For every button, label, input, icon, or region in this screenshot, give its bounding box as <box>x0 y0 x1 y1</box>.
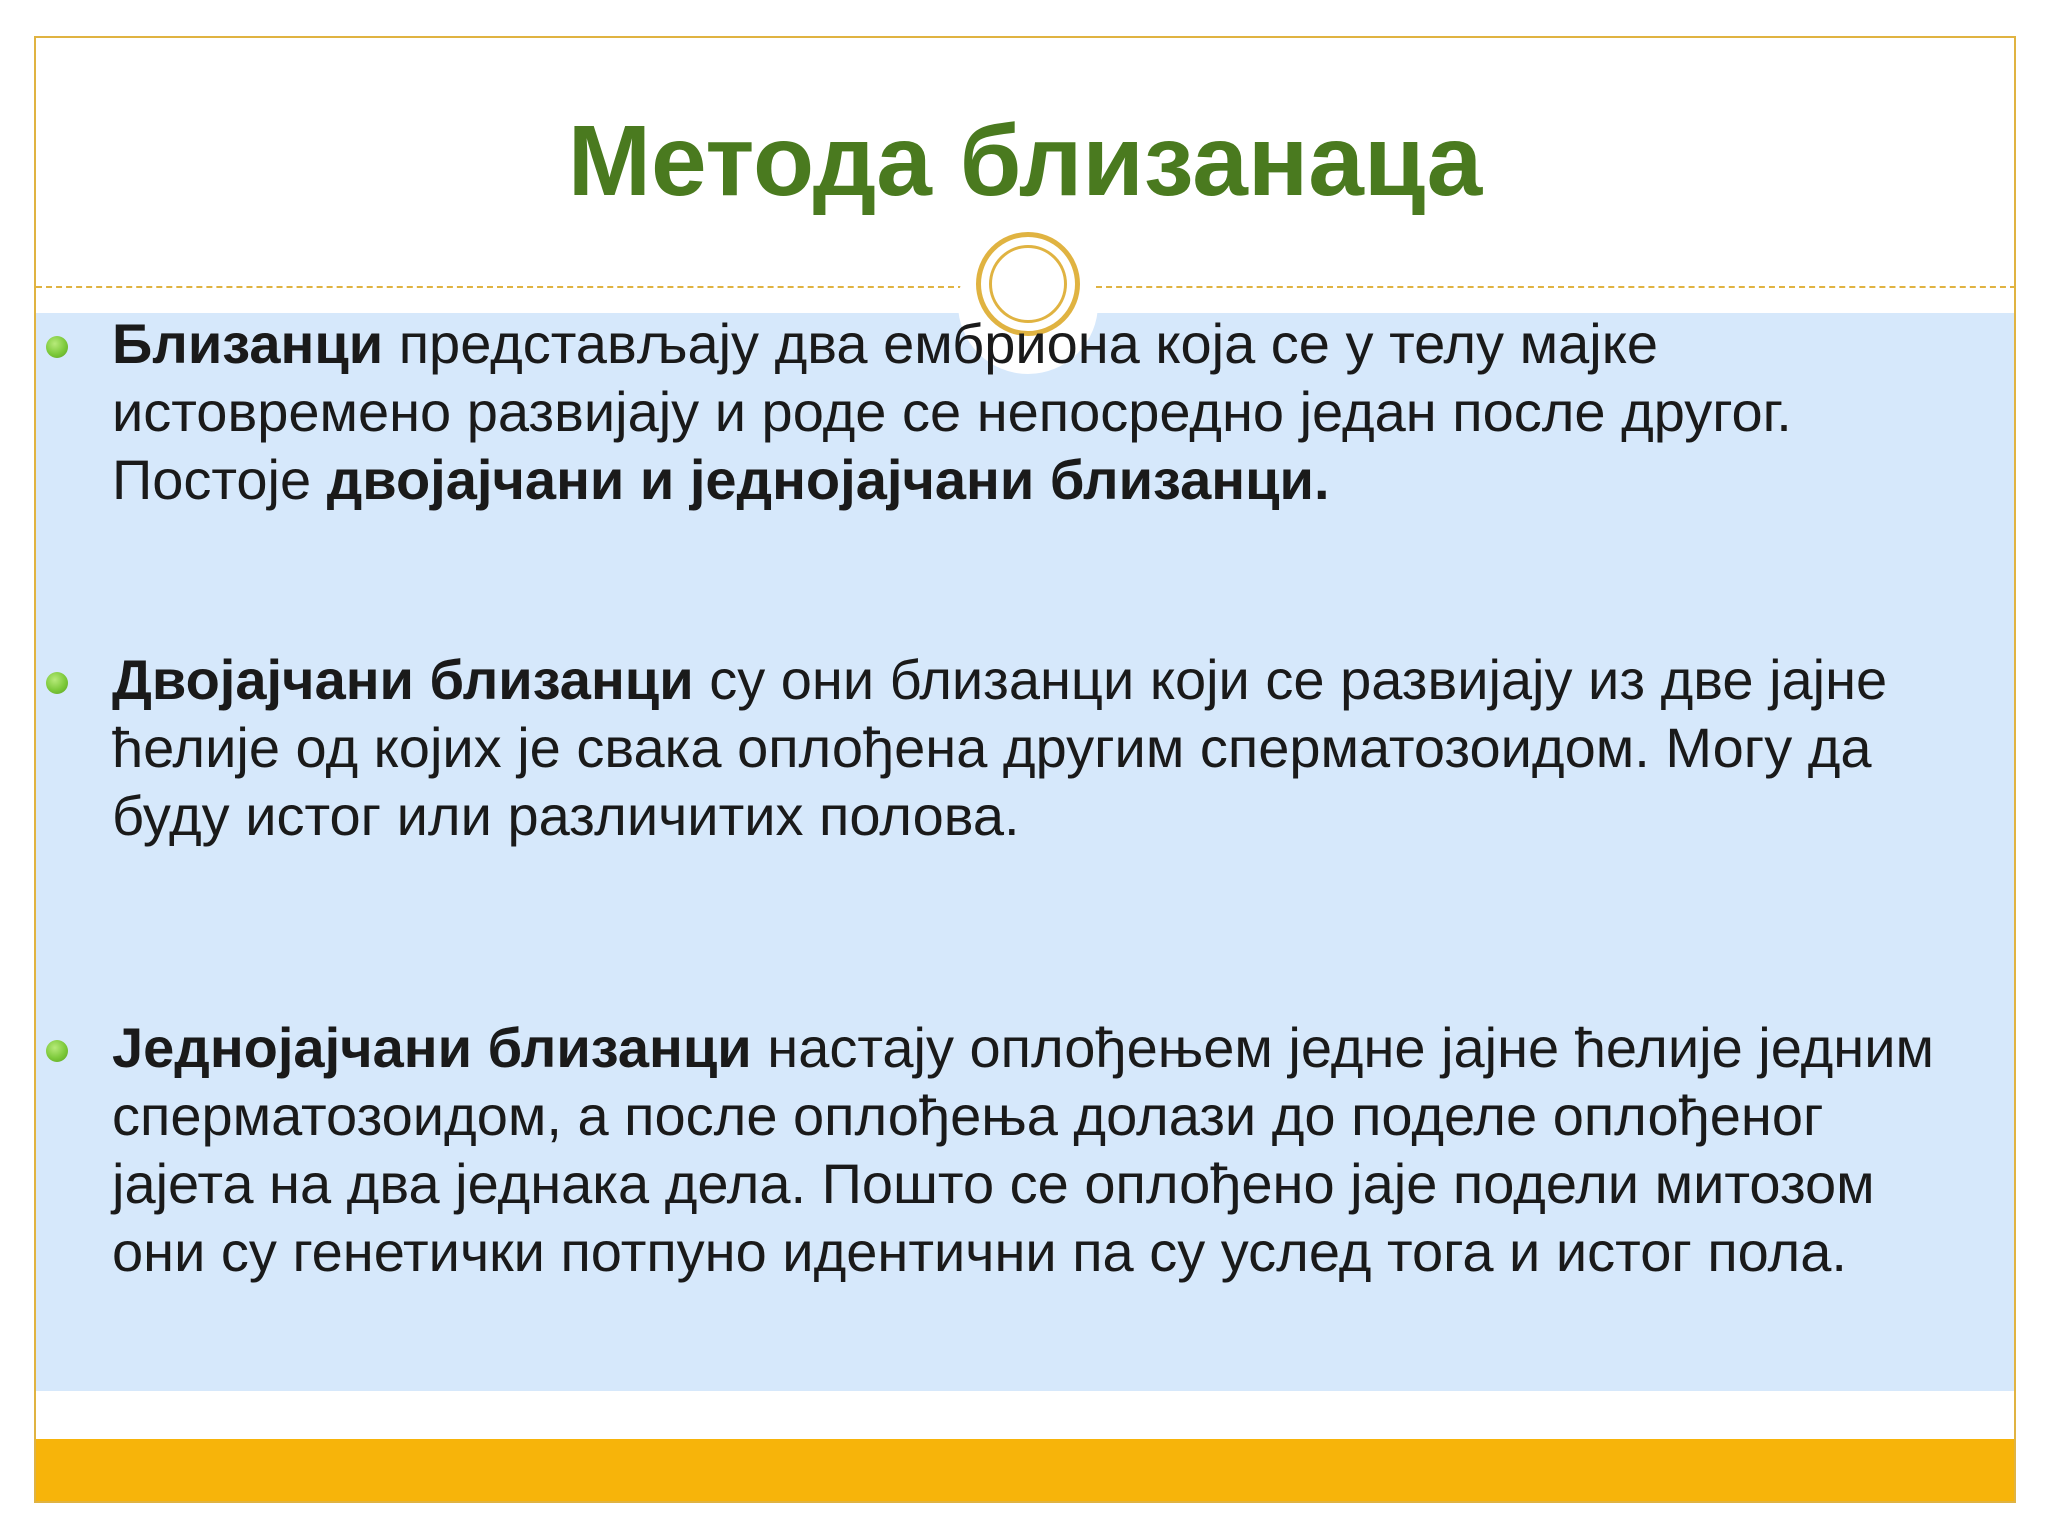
green-dot-icon <box>46 1040 68 1062</box>
bullet-bold-lead: Двојајчани близанци <box>112 648 694 711</box>
bullet-text: су они близанци који се развијају из две јајне ћелије од којих је свака оплођена другим сперматозоидом. Могу да буду истог или различитих полова. <box>112 648 1888 847</box>
bullet-item <box>112 310 1942 514</box>
bullet-bold-lead: Близанци <box>112 312 384 375</box>
bullet-item <box>112 1014 1942 1286</box>
divider-right <box>1096 286 2016 288</box>
green-dot-icon <box>46 672 68 694</box>
bullet-bold-lead: Једнојајчани близанци <box>112 1016 752 1079</box>
bullet-item <box>112 646 1942 850</box>
bullet-bold-tail: двојајчани и једнојајчани близанци. <box>326 448 1330 511</box>
green-dot-icon <box>46 336 68 358</box>
footer-bar <box>36 1439 2014 1503</box>
slide-title: Метода близанаца <box>567 105 1483 217</box>
bullet-text: настају оплођењем једне јајне ћелије једним сперматозоидом, а после оплођења долази до поделе оплођеног јајета на два једнака дела. Пошто се оплођено јаје подели митозом они су генетички потпуно идентични па су услед тога и истог пола. <box>112 1016 1935 1283</box>
bullet-text: представљају два ембриона која се у телу мајке истовремено развијају и роде се непосредно један после другог. Постоје <box>112 312 1792 511</box>
divider-left <box>36 286 964 288</box>
